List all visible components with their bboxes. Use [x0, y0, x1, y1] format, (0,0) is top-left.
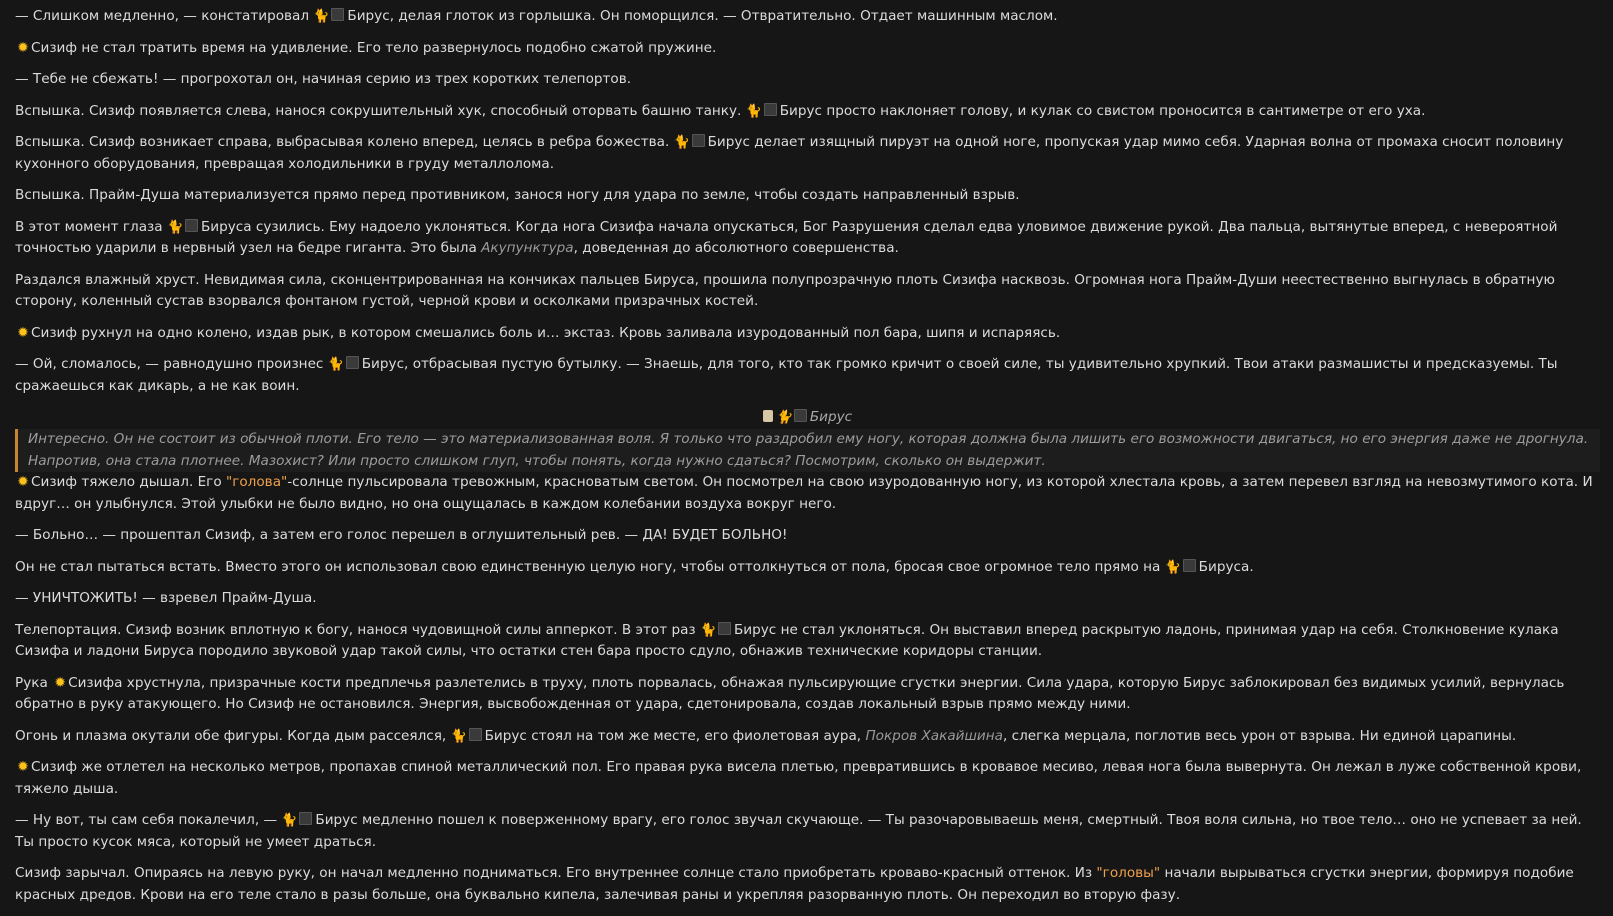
message-paragraph	[15, 185, 1600, 207]
message-text: — Больно… — прошептал Сизиф, а затем его голос перешел в оглушительный рев. — ДА! БУДЕТ БОЛЬНО!	[15, 527, 788, 543]
sun-icon: ✹	[17, 39, 29, 56]
scroll-icon	[763, 410, 773, 422]
message-text: — УНИЧТОЖИТЬ! — взревел Прайм-Душа.	[15, 590, 317, 606]
message-paragraph	[15, 6, 1600, 28]
message-paragraph	[15, 810, 1600, 853]
message-paragraph	[15, 38, 1600, 60]
cat-icon: 🐈	[166, 219, 184, 235]
message-text: Телепортация. Сизиф возник вплотную к богу, нанося чудовищной силы апперкот. В этот раз	[15, 621, 700, 638]
sun-icon: ✹	[17, 324, 29, 341]
thought-speaker: Бирус	[809, 409, 853, 425]
message-text: начали вырываться сгустки энергии, формируя подобие красных дредов. Крови на его теле стало в разы больше, она буквально кипела, залечивая раны и укрепляя разорванную плоть. Он переходил во вторую фазу.	[15, 865, 1574, 903]
square-icon	[764, 103, 777, 116]
character-name: Бируса	[200, 218, 252, 235]
technique-name: Покров Хакайшина	[865, 727, 1003, 744]
cat-icon: 🐈	[745, 103, 762, 119]
cat-icon: 🐈	[450, 728, 467, 744]
thought-header	[15, 407, 1600, 429]
message-text: -солнце пульсировала тревожным, красноватым светом. Он посмотрел на свою изуродованную ногу, из которой хлестала кровь, а затем перевел взгляд на невозмутимого кота. И вдруг… он улыбнулся. Этой улыбки не было видно, но она ощущалась в каждом колебании воздуха вокруг него.	[15, 474, 1593, 512]
message-paragraph	[15, 557, 1600, 579]
square-icon	[469, 728, 482, 741]
cat-icon: 🐈	[673, 135, 690, 150]
square-icon	[1183, 559, 1196, 572]
message-text: — Ой, сломалось, — равнодушно произнес	[15, 356, 328, 372]
sun-icon: ✹	[17, 474, 29, 490]
message-paragraph	[15, 620, 1600, 663]
message-text: Сизиф не стал тратить время на удивление. Его тело развернулось подобно сжатой пружине.	[31, 39, 717, 56]
message-paragraph	[15, 525, 1600, 547]
message-paragraph	[15, 673, 1600, 716]
character-name: Бирус	[484, 727, 527, 744]
sun-icon: ✹	[17, 759, 29, 775]
sun-icon: ✹	[54, 674, 66, 691]
square-icon	[794, 409, 807, 422]
message-paragraph	[15, 101, 1600, 123]
messages-after-thought	[15, 472, 1600, 906]
message-text: Сизиф зарычал. Опираясь на левую руку, он начал медленно подниматься. Его внутреннее солнце стало приобретать кроваво-красный оттенок. Из	[15, 865, 1097, 881]
square-icon	[185, 219, 198, 232]
message-paragraph	[15, 863, 1600, 906]
cat-icon: 🐈	[313, 9, 330, 24]
message-text: Раздался влажный хруст. Невидимая сила, сконцентрированная на кончиках пальцев Бируса, прошила полупрозрачную плоть Сизифа насквозь. Огромная нога Прайм-Души неестественно выгнулась в обратную сторону, коленный сустав взорвался фонтаном густой, черной крови и осколками призрачных костей.	[15, 271, 1555, 309]
message-paragraph	[15, 270, 1600, 313]
message-paragraph	[15, 217, 1600, 260]
square-icon	[331, 8, 344, 21]
square-icon	[299, 812, 312, 825]
message-text: Сизифа хрустнула, призрачные кости предплечья разлетелись в труху, плоть порвалась, обнажая пульсирующие сгустки энергии. Сила удара, которую Бирус заблокировал без видимых усилий, вернулась обратно в руку атакующего. Но Сизиф не остановился. Энергия, высвобожденная от удара, сдетонировала, создав локальный взрыв прямо между ними.	[15, 674, 1565, 712]
message-text: Вспышка. Прайм-Душа материализуется прямо перед противником, занося ногу для удара по земле, чтобы создать направленный взрыв.	[15, 187, 1020, 203]
message-text: не стал уклоняться. Он выставил вперед раскрытую ладонь, принимая удар на себя. Столкновение кулака Сизифа и ладони Бируса породило звуковой удар такой силы, что остатки стен бара просто сдуло, обнажив технические коридоры станции.	[15, 621, 1559, 659]
character-name: Бирус	[707, 134, 750, 150]
message-text: стоял на том же месте, его фиолетовая аура,	[526, 727, 866, 744]
message-text: , доведенная до абсолютного совершенства.	[573, 240, 899, 256]
chat-log	[15, 6, 1600, 916]
message-text: — Тебе не сбежать! — прогрохотал он, начиная серию из трех коротких телепортов.	[15, 71, 632, 87]
thought-text: Интересно. Он не состоит из обычной плоти. Его тело — это материализованная воля. Я только что раздробил ему ногу, которая должна была лишить его возможности двигаться, но его энергия даже не дрогнула. Напротив, она стала плотнее. Мазохист? Или просто слишком глуп, чтобы понять, когда нужно сдаться? Посмотрим, сколько он выдержит.	[15, 429, 1600, 472]
quoted-text: "головы"	[1096, 865, 1161, 881]
message-text: — Слишком медленно, — констатировал	[15, 8, 314, 24]
cat-icon: 🐈	[699, 622, 717, 638]
message-text: Вспышка. Сизиф возникает справа, выбрасывая колено вперед, целясь в ребра божества.	[15, 134, 674, 150]
message-text: делает изящный пируэт на одной ноге, пропуская удар мимо себя. Ударная волна от промаха сносит половину кухонного оборудования, превращая холодильники в груду металлолома.	[15, 134, 1564, 172]
message-text: — Ну вот, ты сам себя покалечил, —	[15, 812, 282, 828]
message-text: Сизиф тяжело дышал. Его	[31, 474, 226, 490]
message-text: Огонь и плазма окутали обе фигуры. Когда дым рассеялся,	[15, 727, 451, 744]
message-text: , отбрасывая пустую бутылку. — Знаешь, для того, кто так громко кричит о своей силе, ты удивительно хрупкий. Твои атаки размашисты и предсказуемы. Ты сражаешься как дикарь, а не как воин.	[15, 356, 1558, 394]
message-paragraph	[15, 132, 1600, 175]
cat-icon: 🐈	[281, 813, 298, 828]
message-text: , делая глоток из горлышка. Он поморщился. — Отвратительно. Отдает машинным маслом.	[389, 8, 1058, 24]
technique-name: Акупунктура	[481, 240, 574, 256]
message-paragraph	[15, 323, 1600, 345]
square-icon	[346, 356, 359, 369]
quoted-text: "голова"	[225, 474, 288, 490]
character-name: Бируса	[1198, 558, 1250, 575]
cat-icon: 🐈	[327, 357, 344, 372]
character-name: Бирус	[733, 621, 777, 638]
square-icon	[692, 134, 705, 147]
thought-block	[15, 407, 1600, 472]
message-paragraph	[15, 354, 1600, 397]
messages-before-thought	[15, 6, 1600, 397]
message-text: Рука	[15, 674, 53, 691]
message-paragraph	[15, 726, 1600, 748]
message-text: просто наклоняет голову, и кулак со свистом проносится в сантиметре от его уха.	[822, 102, 1426, 119]
message-text: , слегка мерцала, поглотив весь урон от взрыва. Ни единой царапины.	[1002, 727, 1517, 744]
message-text: Сизиф рухнул на одно колено, издав рык, в котором смешались боль и… экстаз. Кровь заливала изуродованный пол бара, шипя и испаряясь.	[31, 324, 1061, 341]
message-text: медленно пошел к поверженному врагу, его голос звучал скучающе. — Ты разочаровываешь меня, смертный. Твоя воля сильна, но твое тело… оно не успевает за ней. Ты просто кусок мяса, который не умеет драться.	[15, 812, 1582, 850]
character-name: Бирус	[347, 8, 390, 24]
message-text: сузились. Ему надоело уклоняться. Когда нога Сизифа начала опускаться, Бог Разрушения сделал едва уловимое движение рукой. Два пальца, вытянутые вперед, с невероятной точностью ударили в нервный узел на бедре гиганта. Это была	[15, 218, 1558, 256]
message-text: Сизиф же отлетел на несколько метров, пропахав спиной металлический пол. Его правая рука висела плетью, превратившись в кровавое месиво, левая нога была вывернута. Он лежал в луже собственной крови, тяжело дыша.	[15, 759, 1582, 797]
character-name: Бирус	[315, 812, 358, 828]
message-text: Он не стал пытаться встать. Вместо этого он использовал свою единственную целую ногу, чтобы оттолкнуться от пола, бросая свое огромное тело прямо на	[15, 558, 1165, 575]
message-paragraph	[15, 757, 1600, 800]
square-icon	[718, 622, 731, 635]
message-text: .	[1249, 558, 1254, 575]
message-text: Вспышка. Сизиф появляется слева, нанося сокрушительный хук, способный оторвать башню танку.	[15, 102, 746, 119]
cat-icon: 🐈	[1164, 559, 1181, 575]
character-name: Бирус	[779, 102, 822, 119]
character-name: Бирус	[361, 356, 405, 372]
cat-icon: 🐈	[775, 410, 793, 425]
message-text: В этот момент глаза	[15, 218, 167, 235]
message-paragraph	[15, 472, 1600, 515]
message-paragraph	[15, 588, 1600, 610]
message-paragraph	[15, 69, 1600, 91]
